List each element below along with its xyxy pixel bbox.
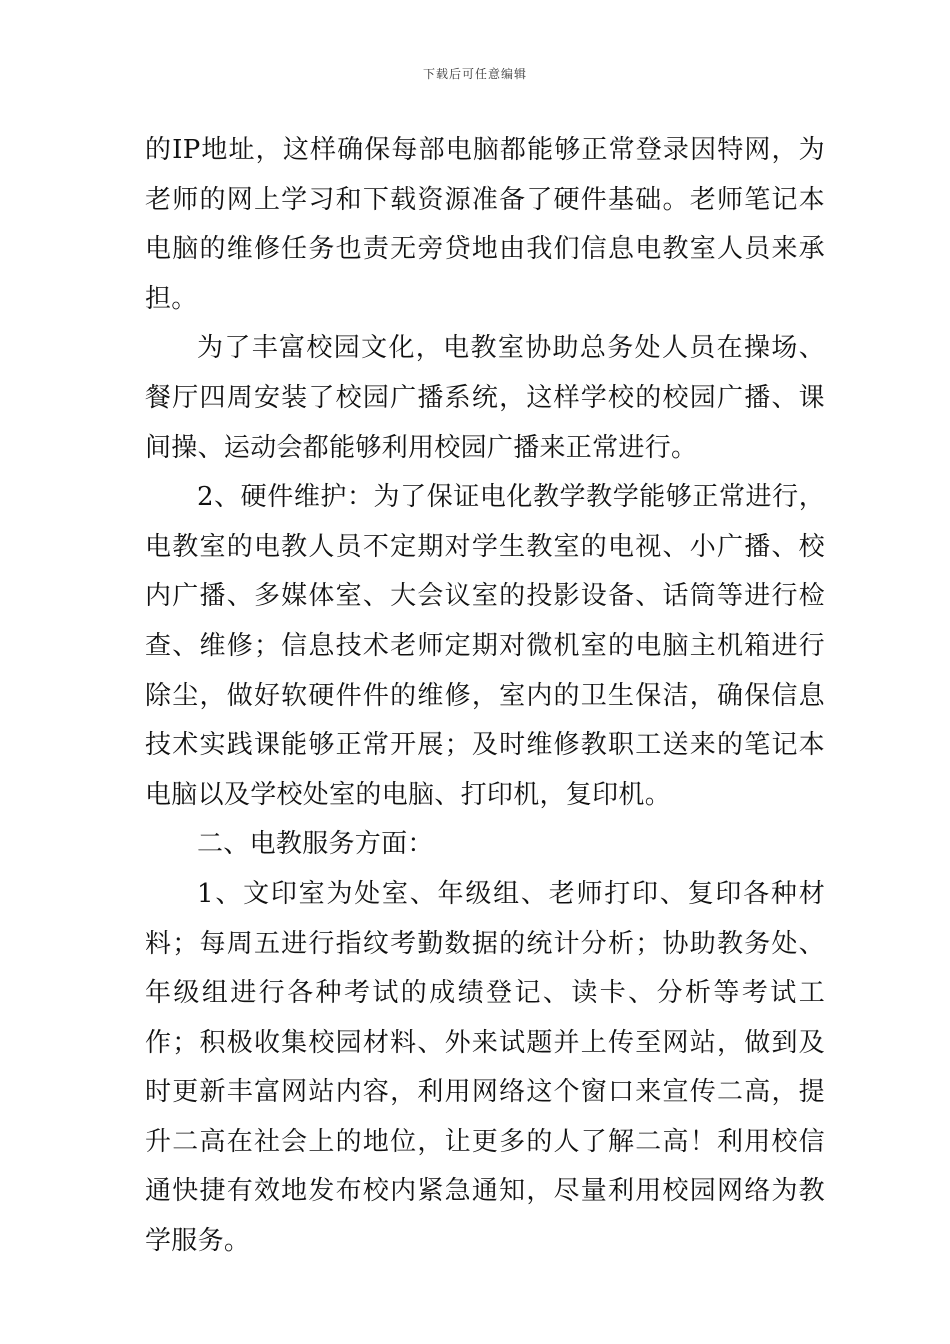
page-header-note: 下载后可任意编辑 (422, 67, 527, 81)
document-body (145, 126, 825, 1267)
paragraph-print-room: 1、文印室为处室、年级组、老师打印、复印各种材料；每周五进行指纹考勤数据的统计分析；协助教务处、年级组进行各种考试的成绩登记、读卡、分析等考试工作；积极收集校园材料、外来试题并上传至网站，做到及时更新丰富网站内容，利用网络这个窗口来宣传二高，提升二高在社会上的地位，让更多的人了解二高！利用校信通快捷有效地发布校内紧急通知，尽量利用校园网络为教学服务。 (145, 878, 825, 1257)
paragraph-campus-broadcast: 为了丰富校园文化，电教室协助总务处人员在操场、餐厅四周安装了校园广播系统，这样学校的校园广播、课间操、运动会都能够利用校园广播来正常进行。 (145, 333, 825, 463)
paragraph-ip-address: 的IP地址，这样确保每部电脑都能够正常登录因特网，为老师的网上学习和下载资源准备了硬件基础。老师笔记本电脑的维修任务也责无旁贷地由我们信息电教室人员来承担。 (145, 135, 825, 314)
section-heading-av-service: 二、电教服务方面： (197, 829, 434, 860)
paragraph-hardware-maintenance: 2、硬件维护：为了保证电化教学教学能够正常进行，电教室的电教人员不定期对学生教室的电视、小广播、校内广播、多媒体室、大会议室的投影设备、话筒等进行检查、维修；信息技术老师定期对微机室的电脑主机箱进行除尘，做好软硬件件的维修，室内的卫生保洁，确保信息技术实践课能够正常开展；及时维修教职工送来的笔记本电脑以及学校处室的电脑、打印机，复印机。 (145, 482, 825, 810)
